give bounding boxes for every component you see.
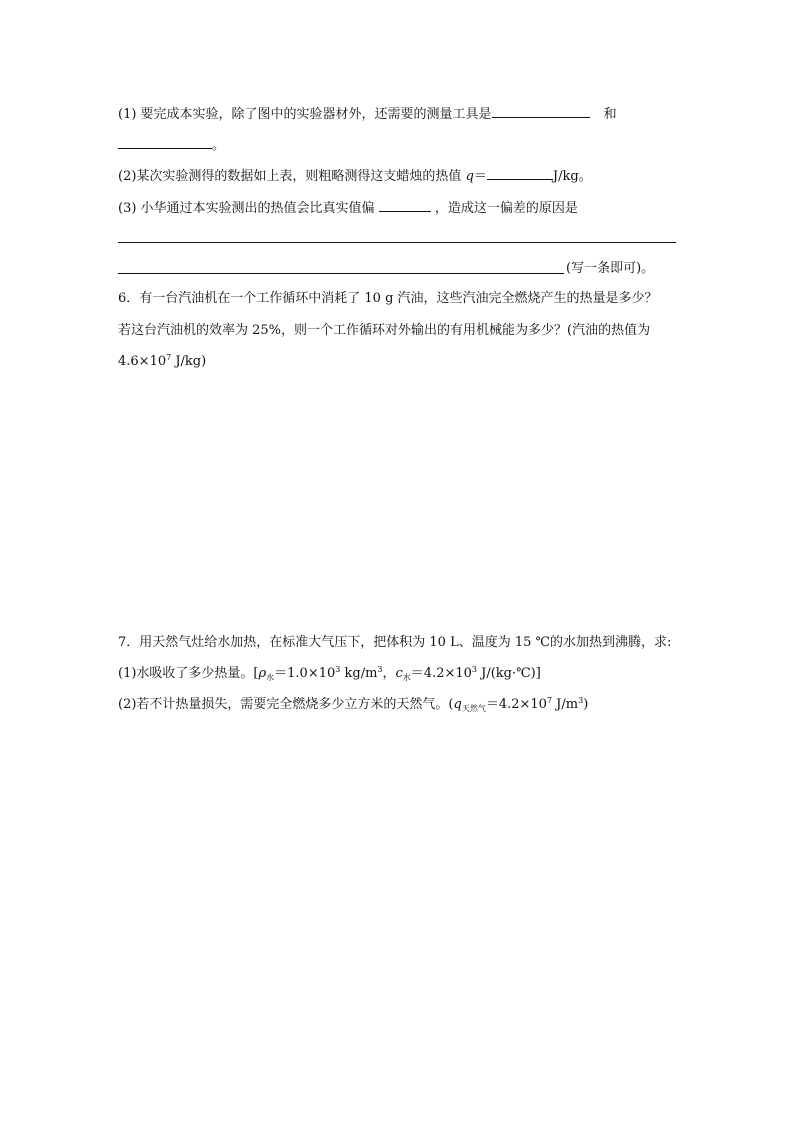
q7-q-symbol: q [453,697,462,712]
q7-c-symbol: c [395,666,403,681]
q5-part1-text: (1) 要完成本实验，除了图中的实验器材外，还需要的测量工具是 [118,107,492,122]
q5-part2-var: q [465,169,474,184]
q5-part1-line2 [118,135,225,155]
q6-line-2: 若这台汽油机的效率为 25%，则一个工作循环对外输出的有用机械能为多少？(汽油的热值为 [118,323,651,338]
q7-q-subscript: 天然气 [461,704,486,713]
q7-q-exp: 7 [546,696,553,705]
q7-part1-text: (1)水吸收了多少热量。[ [118,666,259,681]
q7-part2-line [118,696,588,714]
q7-rho-unit: kg/m [340,666,378,681]
q5-part2-text: (2)某次实验测得的数据如上表，则粗略测得这支蜡烛的热值 [118,169,462,184]
q7-q-unit-exp: 3 [578,696,584,705]
q7-separator: ， [382,666,396,681]
q7-c-subscript: 水 [402,673,411,682]
q5-part3-end: (写一条即可)。 [566,261,655,276]
q7-q-value: ＝4.2×10 [485,697,547,712]
q7-c-value: ＝4.2×10 [410,666,472,681]
q7-part2-text: (2)若不计热量损失，需要完全燃烧多少立方米的天然气。( [118,697,454,712]
q7-q-unit: J/m [552,697,579,712]
q5-part2-blank[interactable] [487,166,553,180]
q5-part1-blank-1[interactable] [492,104,590,118]
q5-part1-blank-2[interactable] [118,135,212,149]
q5-part3-mid: ，造成这一偏差的原因是 [434,201,578,216]
q7-rho-subscript: 水 [266,673,275,682]
q7-c-exp: 3 [471,665,477,674]
q7-c-unit: J/(kg·℃)] [477,666,541,681]
q7-line-1: 7．用天然气灶给水加热，在标准大气压下，把体积为 10 L、温度为 15 ℃的水加热到沸腾，求: [118,635,672,650]
q7-part1-line [118,665,541,683]
q6-value-exp: 7 [166,353,172,362]
q7-rho-unit-exp: 3 [377,665,383,674]
q7-rho-exp: 3 [335,665,341,674]
q7-q-close: ) [583,697,589,712]
q7-rho-value: ＝1.0×10 [274,666,336,681]
q5-part3-line [118,198,578,218]
q5-part3-answer-rule-2[interactable] [118,273,564,274]
q5-part3-text: (3) 小华通过本实验测出的热值会比真实值偏 [118,201,375,216]
q5-part1-and: 和 [603,107,617,122]
q6-line-1: 6．有一台汽油机在一个工作循环中消耗了 10 g 汽油，这些汽油完全燃烧产生的热量是多少？ [118,291,658,306]
q6-line-3 [118,353,206,371]
q5-part1-line [118,104,617,124]
q5-part3-answer-rule-1[interactable] [118,242,676,243]
q5-part2-unit: J/kg。 [552,169,592,184]
q5-part2-line [118,166,592,186]
q5-part1-end: 。 [212,138,226,153]
q7-rho-symbol: ρ [258,666,267,681]
q6-value-base: 4.6×10 [118,354,167,369]
q6-value-unit: J/kg) [171,354,207,369]
q5-part3-blank-1[interactable] [379,198,431,212]
q5-part2-eq: ＝ [473,169,487,184]
